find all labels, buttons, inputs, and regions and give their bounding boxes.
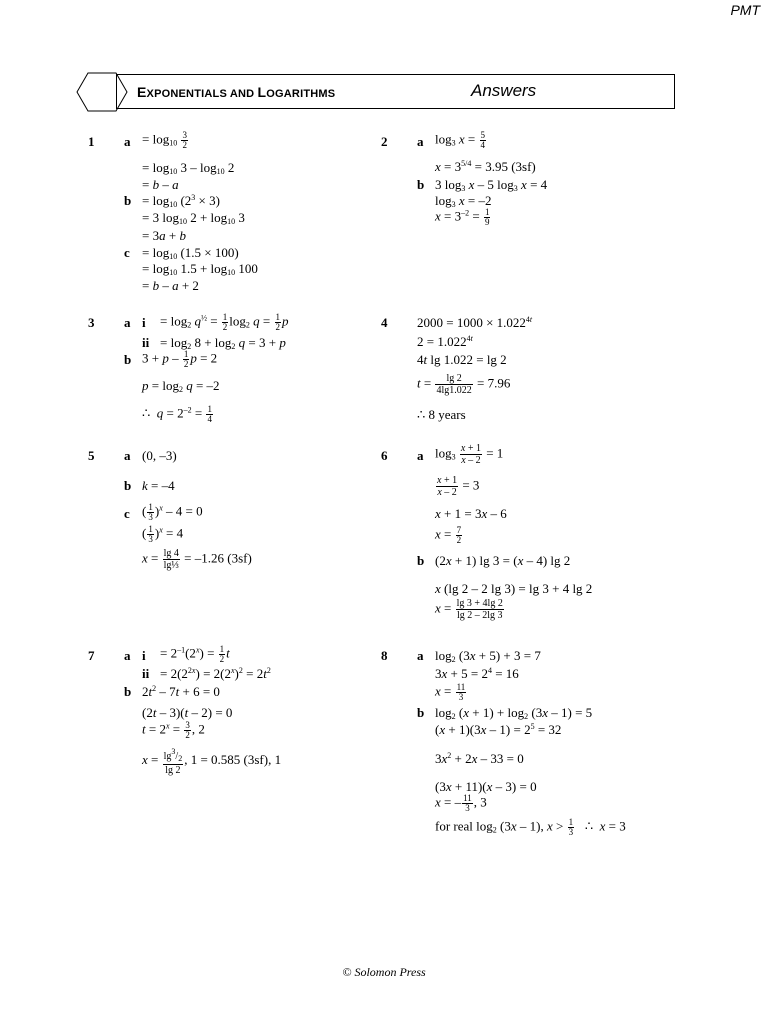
question-number: 4 [381,315,388,330]
answer-line: (0, –3) [142,448,177,463]
answer-line: x = $\frac{\lg^3/_2}{\lg 2}$ , 1 = 0.585 (3sf), 1 [142,747,282,776]
part-label: b [417,177,425,192]
answer-line: ( $\frac{1}{3}$ )$^x$ = 4 [142,524,184,544]
part-label: a [124,134,131,149]
question-number: 8 [381,648,388,663]
part-label: a [124,648,131,663]
answer-line: $2 = 1.022^{4t}$ [417,334,473,349]
answer-line: $2t^2 - 7t + 6 = 0$ [142,684,220,699]
answer-line: = $\log_2 q^{\frac{1}{2}}$ = $\frac{1}{2}$ $\log_2 q$ = $\frac{1}{2}$ p [160,312,289,332]
answer-line: = $\log_{10} (2^3 \times 3)$ [142,193,220,209]
corner-label: PMT [730,2,760,18]
answer-line: $\log_3$ $\frac{x + 1}{x - 2}$ = 1 [435,443,504,466]
answer-line: = b – a + 2 [142,278,199,293]
question-number: 5 [88,448,95,463]
answer-line: $x = 3^{-2}$ = $\frac{1}{9}$ [435,207,490,227]
answer-line: = $\log_{10} 3 - \log_{10} 2$ [142,160,235,176]
answer-line: x = $\frac{11}{3}$ [435,682,466,702]
part-label: a [417,448,424,463]
answer-line: x = $\frac{\lg 3 + 4\lg 2}{\lg 2 - 2\lg 3}$ [435,598,503,621]
question-number: 3 [88,315,95,330]
answer-line: 4t lg 1.022 = lg 2 [417,352,507,367]
answer-line: 3 $\log_3 x - 5$ $\log_3 x = 4$ [435,177,548,193]
answer-line: x = $\frac{7}{2}$ [435,525,462,545]
answer-line: $\log_2 (3x + 5) + 3 = 7$ [435,648,541,664]
page-title: EXPONENTIALS AND LOGARITHMS [137,84,336,100]
answer-line: ∴ $q = 2^{-2}$ = $\frac{1}{4}$ [142,404,212,424]
answer-line: for real $\log_2 (3x - 1)$, x > $\frac{1}{3}$ ∴ x = 3 [435,817,626,837]
answer-line: = $\log_{10} 1.5 + \log_{10} 100$ [142,261,258,277]
question-number: 1 [88,134,95,149]
answer-line: = $\log_{10}$ $\frac{3}{2}$ [142,130,187,150]
answer-line: (2x + 1) lg 3 = (x – 4) lg 2 [435,553,571,568]
answer-line: = $2^{-1}(2^x)$ = $\frac{1}{2}$ t [160,644,230,664]
part-label: b [124,352,132,367]
part-label: ii [142,335,150,350]
part-label: b [124,684,132,699]
answer-line: ( $\frac{1}{3}$ )$^x$ – 4 = 0 [142,502,203,522]
part-label: i [142,648,146,663]
answer-line: (2t – 3)(t – 2) = 0 [142,705,233,720]
part-label: b [124,193,132,208]
part-label: c [124,506,130,521]
part-label: a [417,134,424,149]
answer-line: $x = 3^{5/4} = 3.95$ (3sf) [435,159,536,174]
question-number: 6 [381,448,388,463]
answer-line: $\log_3 x$ = $\frac{5}{4}$ [435,130,485,150]
answer-line: $3x^2 + 2x - 33 = 0$ [435,751,524,766]
part-label: b [417,553,425,568]
answer-line: $\log_2 (x + 1) + \log_2 (3x - 1) = 5$ [435,705,593,721]
part-label: ii [142,666,150,681]
answer-line: = 3 $\log_{10} 2 + \log_{10} 3$ [142,210,245,226]
answer-line: k = –4 [142,478,175,493]
part-label: c [124,245,130,260]
footer-publisher: © Solomon Press [342,965,426,979]
answer-line: t = $\frac{\lg 2}{4\lg 1.022}$ = 7.96 [417,373,511,396]
answer-line: $(x + 1)(3x - 1) = 2^5 = 32$ [435,722,562,737]
question-number: 7 [88,648,95,663]
answer-line: 3 + p – $\frac{1}{2}$ p = 2 [142,349,218,369]
part-label: b [124,478,132,493]
answer-line: $\log_3 x = -2$ [435,193,492,209]
part-label: a [417,648,424,663]
answer-line: = $\log_{10} (1.5 \times 100)$ [142,245,239,261]
answer-line: x = – $\frac{11}{3}$ , 3 [435,793,487,813]
answer-line: $3x + 5 = 2^4 = 16$ [435,666,519,681]
answer-line: x = $\frac{\lg 4}{\text{lg⅓}}$ = –1.26 (3sf) [142,548,252,571]
answer-line: x + 1 = 3x – 6 [435,506,507,521]
part-label: i [142,315,146,330]
answer-line: $p = \log_2 q = -2$ [142,378,220,394]
answer-line: x (lg 2 – 2 lg 3) = lg 3 + 4 lg 2 [435,581,593,596]
answer-line: $\frac{x + 1}{x - 2}$ = 3 [437,475,480,498]
answer-line: ∴ 8 years [417,407,466,422]
answer-line: = $2(2^{2x}) = 2(2^x)^2 = 2t^2$ [160,666,271,681]
part-label: a [124,448,131,463]
answer-line: $2000 = 1000 \times 1.022^{4t}$ [417,315,533,330]
answers-label: Answers [471,81,537,100]
answer-line: $t = 2^x$ = $\frac{3}{2}$ , 2 [142,720,205,740]
part-label: b [417,705,425,720]
question-number: 2 [381,134,388,149]
answer-line: = 3a + b [142,228,186,243]
answer-line: (3x + 11)(x – 3) = 0 [435,779,537,794]
answer-line: = $\log_2 8 + \log_2 q = 3 + p$ [160,335,286,351]
answer-line: = b – a [142,177,179,192]
part-label: a [124,315,131,330]
